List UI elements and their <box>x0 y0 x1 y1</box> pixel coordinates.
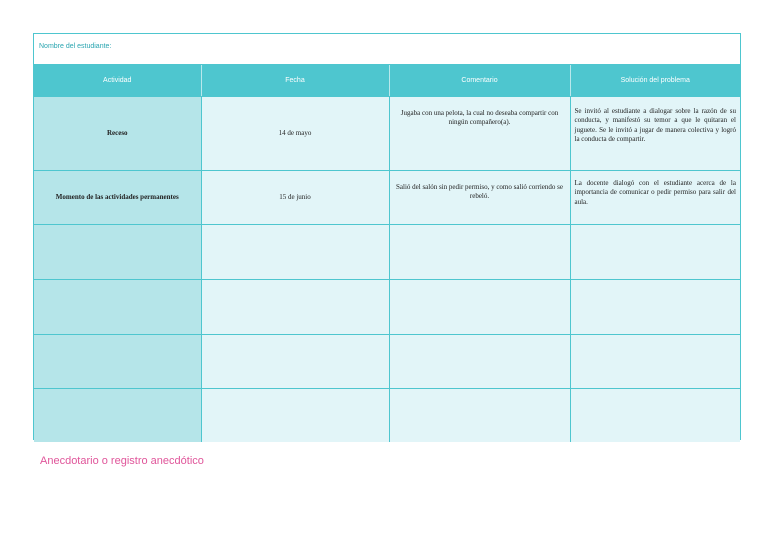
table-row <box>34 389 740 442</box>
activity-cell[interactable] <box>34 389 201 442</box>
table-row <box>34 280 740 335</box>
comment-cell[interactable]: Salió del salón sin pedir permiso, y como salió corriendo se rebeló. <box>389 171 570 225</box>
records-table <box>34 65 740 442</box>
anecdotal-record-form <box>33 33 741 440</box>
student-name-field[interactable] <box>34 34 740 65</box>
document-caption: Anecdotario o registro anecdótico <box>40 455 204 467</box>
comment-cell[interactable] <box>389 225 570 280</box>
header-activity: Actividad <box>34 65 201 97</box>
comment-cell[interactable] <box>389 335 570 389</box>
comment-cell[interactable] <box>389 389 570 442</box>
student-name-label: Nombre del estudiante: <box>39 43 112 50</box>
header-date: Fecha <box>201 65 389 97</box>
table-row <box>34 225 740 280</box>
solution-cell[interactable] <box>570 225 740 280</box>
solution-cell[interactable] <box>570 280 740 335</box>
table-header-row <box>34 65 740 97</box>
date-cell[interactable] <box>201 225 389 280</box>
solution-cell[interactable] <box>570 335 740 389</box>
date-cell[interactable] <box>201 389 389 442</box>
solution-cell[interactable]: La docente dialogó con el estudiante acerca de la importancia de comunicar o pedir permiso para salir del aula. <box>570 171 740 225</box>
table-row <box>34 97 740 171</box>
solution-cell[interactable] <box>570 389 740 442</box>
table-row <box>34 171 740 225</box>
date-cell[interactable] <box>201 280 389 335</box>
date-cell[interactable]: 15 de junio <box>201 171 389 225</box>
comment-cell[interactable] <box>389 280 570 335</box>
comment-cell[interactable]: Jugaba con una pelota, la cual no deseaba compartir con ningún compañero(a). <box>389 97 570 171</box>
activity-cell[interactable]: Momento de las actividades permanentes <box>34 171 201 225</box>
header-solution: Solución del problema <box>570 65 740 97</box>
date-cell[interactable] <box>201 335 389 389</box>
date-cell[interactable]: 14 de mayo <box>201 97 389 171</box>
solution-cell[interactable]: Se invitó al estudiante a dialogar sobre la razón de su conducta, y manifestó su temor a que le quitaran el juguete. Se le invitó a jugar de manera colectiva y logró la conducta de compartir. <box>570 97 740 171</box>
table-row <box>34 335 740 389</box>
activity-cell[interactable] <box>34 225 201 280</box>
activity-cell[interactable]: Receso <box>34 97 201 171</box>
header-comment: Comentario <box>389 65 570 97</box>
activity-cell[interactable] <box>34 280 201 335</box>
activity-cell[interactable] <box>34 335 201 389</box>
